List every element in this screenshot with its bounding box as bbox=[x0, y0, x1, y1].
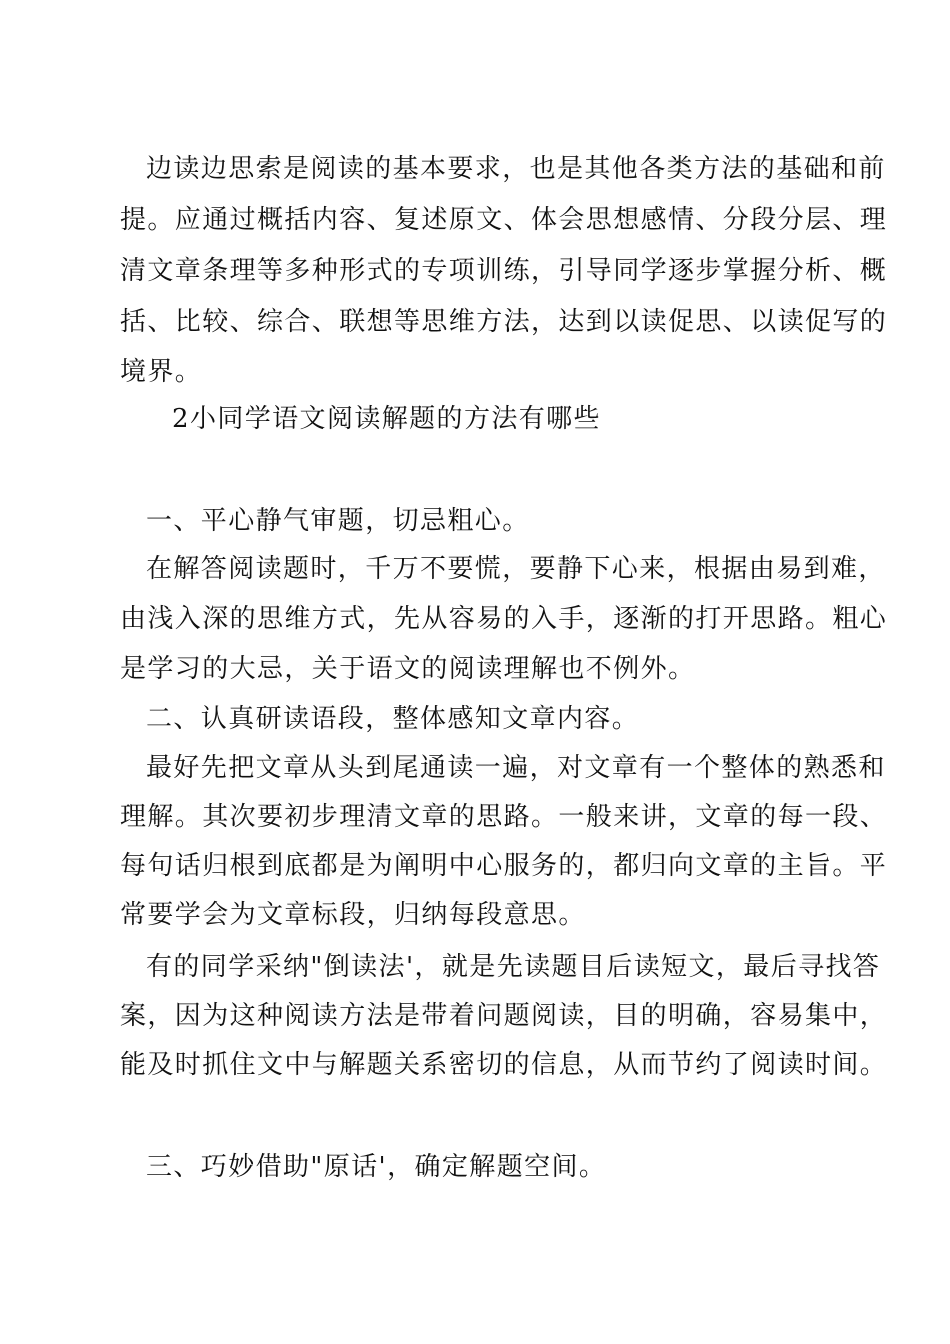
paragraph-line: 境界。 bbox=[120, 357, 203, 387]
paragraph-line: 提。应通过概括内容、复述原文、体会思想感情、分段分层、理 bbox=[120, 205, 888, 235]
paragraph-line: 最好先把文章从头到尾通读一遍，对文章有一个整体的熟悉和 bbox=[146, 753, 886, 783]
paragraph-line: 由浅入深的思维方式，先从容易的入手，逐渐的打开思路。粗心 bbox=[120, 604, 888, 634]
paragraph-line: 是学习的大忌，关于语文的阅读理解也不例外。 bbox=[120, 654, 696, 684]
heading-two: 二、认真研读语段，整体感知文章内容。 bbox=[146, 704, 640, 734]
heading-three: 三、巧妙借助"原话'，确定解题空间。 bbox=[146, 1152, 607, 1182]
paragraph-line: 常要学会为文章标段，归纳每段意思。 bbox=[120, 900, 586, 930]
section-title: 2小同学语文阅读解题的方法有哪些 bbox=[172, 404, 601, 434]
paragraph-line: 能及时抓住文中与解题关系密切的信息，从而节约了阅读时间。 bbox=[120, 1050, 888, 1080]
paragraph-line: 理解。其次要初步理清文章的思路。一般来讲，文章的每一段、 bbox=[120, 802, 888, 832]
paragraph-line: 清文章条理等多种形式的专项训练，引导同学逐步掌握分析、概 bbox=[120, 256, 888, 286]
heading-one: 一、平心静气审题，切忌粗心。 bbox=[146, 506, 530, 536]
paragraph-line: 边读边思索是阅读的基本要求，也是其他各类方法的基础和前 bbox=[146, 154, 886, 184]
paragraph-line: 有的同学采纳"倒读法'，就是先读题目后读短文，最后寻找答 bbox=[146, 952, 881, 982]
paragraph-line: 案，因为这种阅读方法是带着问题阅读，目的明确，容易集中， bbox=[120, 1001, 888, 1031]
paragraph-line: 括、比较、综合、联想等思维方法，达到以读促思、以读促写的 bbox=[120, 307, 888, 337]
paragraph-line: 在解答阅读题时，千万不要慌，要静下心来，根据由易到难， bbox=[146, 554, 886, 584]
paragraph-line: 每句话归根到底都是为阐明中心服务的，都归向文章的主旨。平 bbox=[120, 851, 888, 881]
